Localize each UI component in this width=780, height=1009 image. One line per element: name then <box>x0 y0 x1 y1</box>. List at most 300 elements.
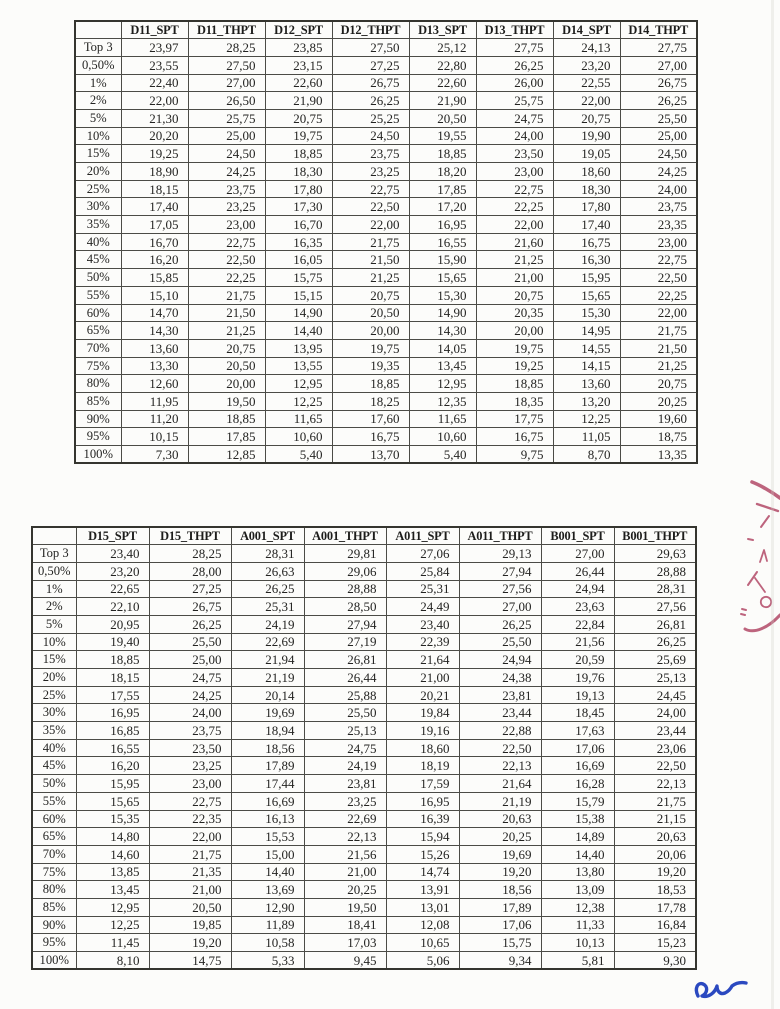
value-cell: 19,20 <box>459 863 541 881</box>
value-cell: 17,85 <box>409 180 476 198</box>
value-cell: 22,69 <box>304 810 386 828</box>
value-cell: 17,80 <box>265 180 332 198</box>
value-cell: 26,81 <box>304 651 386 669</box>
value-cell: 14,30 <box>121 322 188 340</box>
value-cell: 22,80 <box>409 56 476 74</box>
value-cell: 19,55 <box>409 127 476 145</box>
value-cell: 16,95 <box>386 792 459 810</box>
value-cell: 20,14 <box>231 686 304 704</box>
value-cell: 5,33 <box>231 952 304 970</box>
value-cell: 27,50 <box>332 39 409 57</box>
value-cell: 15,30 <box>553 304 620 322</box>
value-cell: 9,30 <box>614 952 696 970</box>
value-cell: 16,95 <box>409 216 476 234</box>
value-cell: 24,00 <box>149 704 231 722</box>
table-row <box>32 934 696 952</box>
table-row <box>75 428 697 446</box>
value-cell: 19,35 <box>332 357 409 375</box>
row-label: 50% <box>75 269 121 287</box>
value-cell: 24,19 <box>231 615 304 633</box>
table-row <box>75 198 697 216</box>
red-pen-strokes <box>741 482 780 631</box>
table-row <box>32 845 696 863</box>
value-cell: 16,75 <box>553 233 620 251</box>
value-cell: 13,01 <box>386 898 459 916</box>
row-label: 2% <box>32 598 76 616</box>
value-cell: 22,35 <box>149 810 231 828</box>
value-cell: 25,13 <box>304 722 386 740</box>
value-cell: 13,35 <box>620 446 697 464</box>
table-row <box>32 669 696 687</box>
value-cell: 13,91 <box>386 881 459 899</box>
value-cell: 17,05 <box>121 216 188 234</box>
value-cell: 13,60 <box>121 339 188 357</box>
value-cell: 21,56 <box>304 845 386 863</box>
value-cell: 12,95 <box>76 898 149 916</box>
value-cell: 22,10 <box>76 598 149 616</box>
value-cell: 11,65 <box>265 410 332 428</box>
value-cell: 22,40 <box>121 74 188 92</box>
value-cell: 24,25 <box>620 163 697 181</box>
value-cell: 22,00 <box>553 92 620 110</box>
value-cell: 16,55 <box>76 739 149 757</box>
value-cell: 18,85 <box>409 145 476 163</box>
value-cell: 21,00 <box>476 269 553 287</box>
value-cell: 22,75 <box>149 792 231 810</box>
value-cell: 23,25 <box>188 198 265 216</box>
scan-crease <box>771 0 774 1009</box>
row-label: 100% <box>75 446 121 464</box>
value-cell: 28,00 <box>149 562 231 580</box>
value-cell: 22,65 <box>76 580 149 598</box>
value-cell: 19,75 <box>265 127 332 145</box>
value-cell: 27,75 <box>620 39 697 57</box>
value-cell: 22,13 <box>304 828 386 846</box>
value-cell: 19,76 <box>541 669 614 687</box>
value-cell: 29,13 <box>459 545 541 563</box>
column-header: A001_SPT <box>231 527 304 545</box>
row-label: 70% <box>32 845 76 863</box>
value-cell: 26,81 <box>614 615 696 633</box>
value-cell: 20,25 <box>620 392 697 410</box>
value-cell: 20,63 <box>459 810 541 828</box>
value-cell: 23,63 <box>541 598 614 616</box>
value-cell: 16,70 <box>121 233 188 251</box>
table-row <box>32 562 696 580</box>
table-row <box>32 651 696 669</box>
value-cell: 15,38 <box>541 810 614 828</box>
value-cell: 24,00 <box>476 127 553 145</box>
value-cell: 22,00 <box>121 92 188 110</box>
row-label: 65% <box>32 828 76 846</box>
value-cell: 20,00 <box>476 322 553 340</box>
value-cell: 20,00 <box>332 322 409 340</box>
value-cell: 15,10 <box>121 286 188 304</box>
value-cell: 22,75 <box>332 180 409 198</box>
value-cell: 13,30 <box>121 357 188 375</box>
row-label: 75% <box>75 357 121 375</box>
value-cell: 15,65 <box>553 286 620 304</box>
value-cell: 26,75 <box>332 74 409 92</box>
value-cell: 24,94 <box>459 651 541 669</box>
value-cell: 18,41 <box>304 916 386 934</box>
value-cell: 25,00 <box>620 127 697 145</box>
value-cell: 23,20 <box>76 562 149 580</box>
value-cell: 19,40 <box>76 633 149 651</box>
value-cell: 16,20 <box>76 757 149 775</box>
value-cell: 13,69 <box>231 881 304 899</box>
value-cell: 16,84 <box>614 916 696 934</box>
value-cell: 11,33 <box>541 916 614 934</box>
value-cell: 17,20 <box>409 198 476 216</box>
value-cell: 13,45 <box>409 357 476 375</box>
value-cell: 25,75 <box>188 109 265 127</box>
value-cell: 19,50 <box>188 392 265 410</box>
value-cell: 24,49 <box>386 598 459 616</box>
value-cell: 26,25 <box>620 92 697 110</box>
value-cell: 17,30 <box>265 198 332 216</box>
value-cell: 23,85 <box>265 39 332 57</box>
row-label: 95% <box>75 428 121 446</box>
value-cell: 22,00 <box>620 304 697 322</box>
value-cell: 15,75 <box>459 934 541 952</box>
value-cell: 18,90 <box>121 163 188 181</box>
value-cell: 20,25 <box>459 828 541 846</box>
value-cell: 25,50 <box>304 704 386 722</box>
value-cell: 22,39 <box>386 633 459 651</box>
value-cell: 18,85 <box>76 651 149 669</box>
value-cell: 24,50 <box>332 127 409 145</box>
value-cell: 15,00 <box>231 845 304 863</box>
value-cell: 17,75 <box>476 410 553 428</box>
value-cell: 14,60 <box>76 845 149 863</box>
table-row <box>75 304 697 322</box>
value-cell: 19,84 <box>386 704 459 722</box>
value-cell: 20,50 <box>188 357 265 375</box>
value-cell: 12,25 <box>265 392 332 410</box>
column-header: A001_THPT <box>304 527 386 545</box>
row-label: 85% <box>32 898 76 916</box>
table-row <box>75 410 697 428</box>
value-cell: 23,81 <box>304 775 386 793</box>
value-cell: 17,60 <box>332 410 409 428</box>
value-cell: 12,90 <box>231 898 304 916</box>
table-row <box>75 180 697 198</box>
value-cell: 22,60 <box>265 74 332 92</box>
value-cell: 9,75 <box>476 446 553 464</box>
value-cell: 16,69 <box>541 757 614 775</box>
value-cell: 23,50 <box>149 739 231 757</box>
value-cell: 27,56 <box>459 580 541 598</box>
value-cell: 16,30 <box>553 251 620 269</box>
value-cell: 12,25 <box>76 916 149 934</box>
value-cell: 13,55 <box>265 357 332 375</box>
value-cell: 19,05 <box>553 145 620 163</box>
value-cell: 22,50 <box>332 198 409 216</box>
value-cell: 20,75 <box>265 109 332 127</box>
row-label: 25% <box>75 180 121 198</box>
value-cell: 11,95 <box>121 392 188 410</box>
value-cell: 25,75 <box>476 92 553 110</box>
value-cell: 17,89 <box>231 757 304 775</box>
value-cell: 25,31 <box>231 598 304 616</box>
value-cell: 25,84 <box>386 562 459 580</box>
value-cell: 27,00 <box>541 545 614 563</box>
value-cell: 21,56 <box>541 633 614 651</box>
value-cell: 26,25 <box>459 615 541 633</box>
value-cell: 22,50 <box>459 739 541 757</box>
table-row <box>75 251 697 269</box>
value-cell: 19,16 <box>386 722 459 740</box>
value-cell: 21,64 <box>459 775 541 793</box>
value-cell: 18,60 <box>553 163 620 181</box>
row-label: 45% <box>75 251 121 269</box>
value-cell: 19,75 <box>332 339 409 357</box>
value-cell: 11,89 <box>231 916 304 934</box>
table-row <box>32 916 696 934</box>
table-row <box>32 633 696 651</box>
value-cell: 12,95 <box>265 375 332 393</box>
column-header: D14_SPT <box>553 21 620 39</box>
row-label: 100% <box>32 952 76 970</box>
value-cell: 16,75 <box>476 428 553 446</box>
table-row <box>75 233 697 251</box>
value-cell: 12,38 <box>541 898 614 916</box>
row-label: 15% <box>75 145 121 163</box>
value-cell: 15,90 <box>409 251 476 269</box>
value-cell: 25,25 <box>332 109 409 127</box>
column-header: A011_THPT <box>459 527 541 545</box>
value-cell: 21,25 <box>188 322 265 340</box>
value-cell: 26,44 <box>541 562 614 580</box>
value-cell: 19,25 <box>476 357 553 375</box>
value-cell: 15,26 <box>386 845 459 863</box>
value-cell: 18,15 <box>76 669 149 687</box>
value-cell: 21,00 <box>149 881 231 899</box>
column-header: B001_THPT <box>614 527 696 545</box>
value-cell: 21,25 <box>476 251 553 269</box>
value-cell: 20,50 <box>332 304 409 322</box>
value-cell: 23,25 <box>332 163 409 181</box>
value-cell: 29,06 <box>304 562 386 580</box>
value-cell: 5,40 <box>265 446 332 464</box>
column-header: D11_THPT <box>188 21 265 39</box>
value-cell: 28,31 <box>614 580 696 598</box>
value-cell: 16,95 <box>76 704 149 722</box>
percentile-table-top <box>74 20 698 464</box>
value-cell: 23,75 <box>332 145 409 163</box>
value-cell: 14,05 <box>409 339 476 357</box>
value-cell: 20,50 <box>409 109 476 127</box>
value-cell: 15,65 <box>409 269 476 287</box>
value-cell: 14,15 <box>553 357 620 375</box>
table-row <box>32 810 696 828</box>
value-cell: 15,95 <box>553 269 620 287</box>
value-cell: 21,00 <box>386 669 459 687</box>
row-label: 1% <box>75 74 121 92</box>
value-cell: 11,45 <box>76 934 149 952</box>
value-cell: 26,44 <box>304 669 386 687</box>
value-cell: 21,35 <box>149 863 231 881</box>
percentile-table-bottom <box>31 526 697 970</box>
value-cell: 23,40 <box>386 615 459 633</box>
table-row <box>75 375 697 393</box>
value-cell: 24,25 <box>149 686 231 704</box>
row-label: 35% <box>32 722 76 740</box>
value-cell: 28,31 <box>231 545 304 563</box>
value-cell: 20,75 <box>476 286 553 304</box>
value-cell: 25,12 <box>409 39 476 57</box>
value-cell: 24,50 <box>620 145 697 163</box>
value-cell: 25,88 <box>304 686 386 704</box>
value-cell: 14,80 <box>76 828 149 846</box>
value-cell: 17,63 <box>541 722 614 740</box>
value-cell: 21,90 <box>265 92 332 110</box>
value-cell: 20,95 <box>76 615 149 633</box>
value-cell: 12,95 <box>409 375 476 393</box>
column-header: B001_SPT <box>541 527 614 545</box>
value-cell: 17,78 <box>614 898 696 916</box>
table-row <box>32 898 696 916</box>
row-label: 90% <box>32 916 76 934</box>
table-row <box>32 792 696 810</box>
value-cell: 24,94 <box>541 580 614 598</box>
value-cell: 17,44 <box>231 775 304 793</box>
row-label: 70% <box>75 339 121 357</box>
value-cell: 23,00 <box>476 163 553 181</box>
row-label: 80% <box>32 881 76 899</box>
value-cell: 20,50 <box>149 898 231 916</box>
value-cell: 18,85 <box>332 375 409 393</box>
row-label: Top 3 <box>75 39 121 57</box>
row-label: 45% <box>32 757 76 775</box>
value-cell: 9,34 <box>459 952 541 970</box>
value-cell: 12,85 <box>188 446 265 464</box>
value-cell: 16,75 <box>332 428 409 446</box>
value-cell: 21,75 <box>188 286 265 304</box>
value-cell: 20,06 <box>614 845 696 863</box>
table-row <box>75 127 697 145</box>
value-cell: 12,25 <box>553 410 620 428</box>
value-cell: 10,58 <box>231 934 304 952</box>
table-row <box>32 722 696 740</box>
table-row <box>75 286 697 304</box>
table-row <box>75 39 697 57</box>
value-cell: 18,53 <box>614 881 696 899</box>
value-cell: 13,80 <box>541 863 614 881</box>
table-row <box>75 339 697 357</box>
value-cell: 19,90 <box>553 127 620 145</box>
value-cell: 13,60 <box>553 375 620 393</box>
value-cell: 23,55 <box>121 56 188 74</box>
table-row <box>75 74 697 92</box>
value-cell: 5,06 <box>386 952 459 970</box>
value-cell: 20,20 <box>121 127 188 145</box>
value-cell: 20,25 <box>304 881 386 899</box>
value-cell: 12,35 <box>409 392 476 410</box>
value-cell: 13,70 <box>332 446 409 464</box>
value-cell: 22,00 <box>332 216 409 234</box>
column-header: D11_SPT <box>121 21 188 39</box>
value-cell: 16,05 <box>265 251 332 269</box>
value-cell: 18,56 <box>459 881 541 899</box>
value-cell: 24,75 <box>304 739 386 757</box>
value-cell: 18,35 <box>476 392 553 410</box>
value-cell: 11,05 <box>553 428 620 446</box>
value-cell: 19,20 <box>614 863 696 881</box>
value-cell: 27,00 <box>459 598 541 616</box>
value-cell: 10,65 <box>386 934 459 952</box>
value-cell: 13,85 <box>76 863 149 881</box>
table-row <box>32 545 696 563</box>
value-cell: 17,03 <box>304 934 386 952</box>
value-cell: 23,00 <box>149 775 231 793</box>
value-cell: 26,00 <box>476 74 553 92</box>
value-cell: 16,28 <box>541 775 614 793</box>
value-cell: 16,69 <box>231 792 304 810</box>
value-cell: 23,81 <box>459 686 541 704</box>
row-label: 60% <box>32 810 76 828</box>
value-cell: 27,25 <box>149 580 231 598</box>
value-cell: 22,75 <box>188 233 265 251</box>
value-cell: 10,15 <box>121 428 188 446</box>
value-cell: 19,75 <box>476 339 553 357</box>
value-cell: 27,06 <box>386 545 459 563</box>
row-label: 60% <box>75 304 121 322</box>
value-cell: 18,15 <box>121 180 188 198</box>
table-row <box>32 881 696 899</box>
value-cell: 9,45 <box>304 952 386 970</box>
value-cell: 16,20 <box>121 251 188 269</box>
table-row <box>32 828 696 846</box>
value-cell: 23,50 <box>476 145 553 163</box>
value-cell: 22,25 <box>620 286 697 304</box>
value-cell: 13,45 <box>76 881 149 899</box>
value-cell: 21,75 <box>614 792 696 810</box>
value-cell: 22,00 <box>476 216 553 234</box>
value-cell: 21,50 <box>332 251 409 269</box>
table-row <box>32 615 696 633</box>
value-cell: 10,13 <box>541 934 614 952</box>
row-label: 40% <box>75 233 121 251</box>
value-cell: 18,85 <box>188 410 265 428</box>
value-cell: 22,00 <box>149 828 231 846</box>
value-cell: 23,00 <box>620 233 697 251</box>
value-cell: 25,50 <box>459 633 541 651</box>
value-cell: 14,55 <box>553 339 620 357</box>
value-cell: 27,94 <box>304 615 386 633</box>
table-row <box>75 56 697 74</box>
value-cell: 13,09 <box>541 881 614 899</box>
value-cell: 22,13 <box>459 757 541 775</box>
value-cell: 15,15 <box>265 286 332 304</box>
table-row <box>32 863 696 881</box>
value-cell: 15,30 <box>409 286 476 304</box>
value-cell: 20,00 <box>188 375 265 393</box>
row-label: 90% <box>75 410 121 428</box>
value-cell: 15,23 <box>614 934 696 952</box>
value-cell: 29,63 <box>614 545 696 563</box>
header-row <box>75 21 697 39</box>
value-cell: 18,60 <box>386 739 459 757</box>
value-cell: 22,25 <box>476 198 553 216</box>
value-cell: 22,13 <box>614 775 696 793</box>
value-cell: 19,69 <box>459 845 541 863</box>
value-cell: 14,90 <box>265 304 332 322</box>
value-cell: 21,94 <box>231 651 304 669</box>
row-label: 65% <box>75 322 121 340</box>
value-cell: 21,50 <box>620 339 697 357</box>
